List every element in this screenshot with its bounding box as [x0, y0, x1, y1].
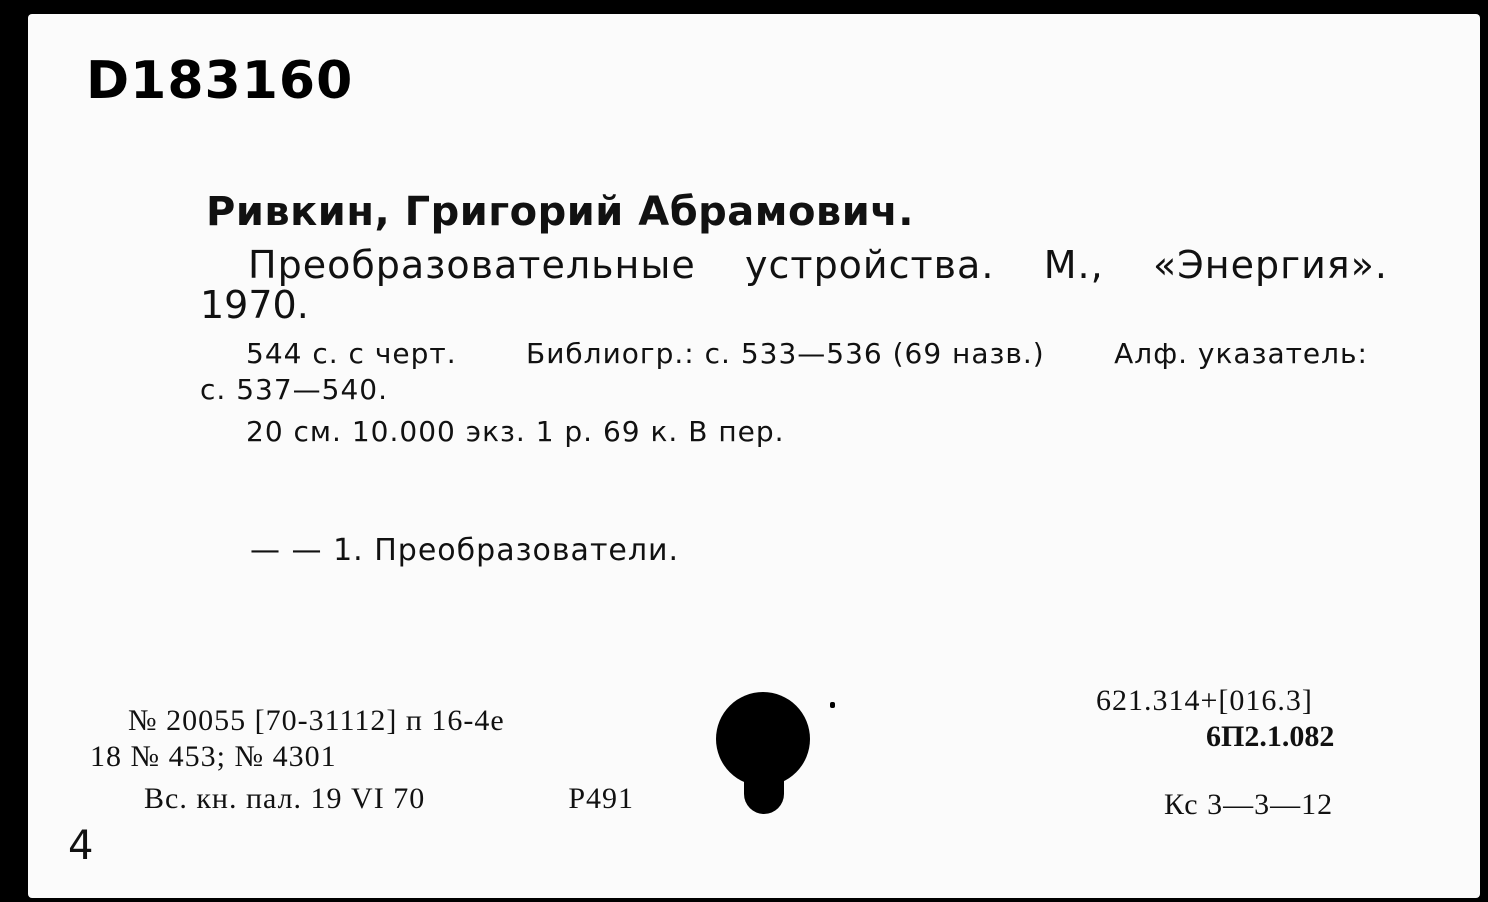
imprint-date: Вс. кн. пал. 19 VI 70	[144, 782, 426, 815]
ink-dot	[830, 702, 835, 708]
notes-line-1	[246, 337, 1368, 370]
title-part-4: «Энергия».	[1153, 243, 1388, 287]
format-line: 20 см. 10.000 экз. 1 р. 69 к. В пер.	[246, 415, 785, 448]
imprint-line-2: 18 № 453; № 4301	[90, 740, 337, 773]
punch-hole-stem	[744, 770, 784, 814]
title-line	[248, 243, 1388, 287]
notes-line-2: с. 537—540.	[200, 373, 388, 406]
title-part-1: Преобразовательные	[248, 243, 696, 287]
bbk-index: 6П2.1.082	[1206, 720, 1335, 753]
notes-part-1: 544 с. с черт.	[246, 337, 457, 370]
notes-part-3: Алф. указатель:	[1114, 337, 1368, 370]
imprint-code: Р491	[568, 782, 634, 815]
corner-mark: 4	[68, 823, 94, 869]
udc-index: 621.314+[016.3]	[1096, 684, 1313, 717]
title-part-3: М.,	[1043, 243, 1104, 287]
class-mark: Кс 3—3—12	[1164, 788, 1334, 821]
title-part-2: устройства.	[745, 243, 995, 287]
accession-number: D183160	[86, 51, 354, 111]
catalog-card	[28, 14, 1480, 898]
author-heading: Ривкин, Григорий Абрамович.	[206, 189, 914, 235]
notes-part-2: Библиогр.: с. 533—536 (69 назв.)	[526, 337, 1045, 370]
imprint-line-1: № 20055 [70-31112] п 16-4е	[128, 704, 505, 737]
imprint-line-3	[144, 784, 634, 814]
subject-tracing: — — 1. Преобразователи.	[250, 533, 680, 568]
publication-year: 1970.	[200, 283, 309, 327]
